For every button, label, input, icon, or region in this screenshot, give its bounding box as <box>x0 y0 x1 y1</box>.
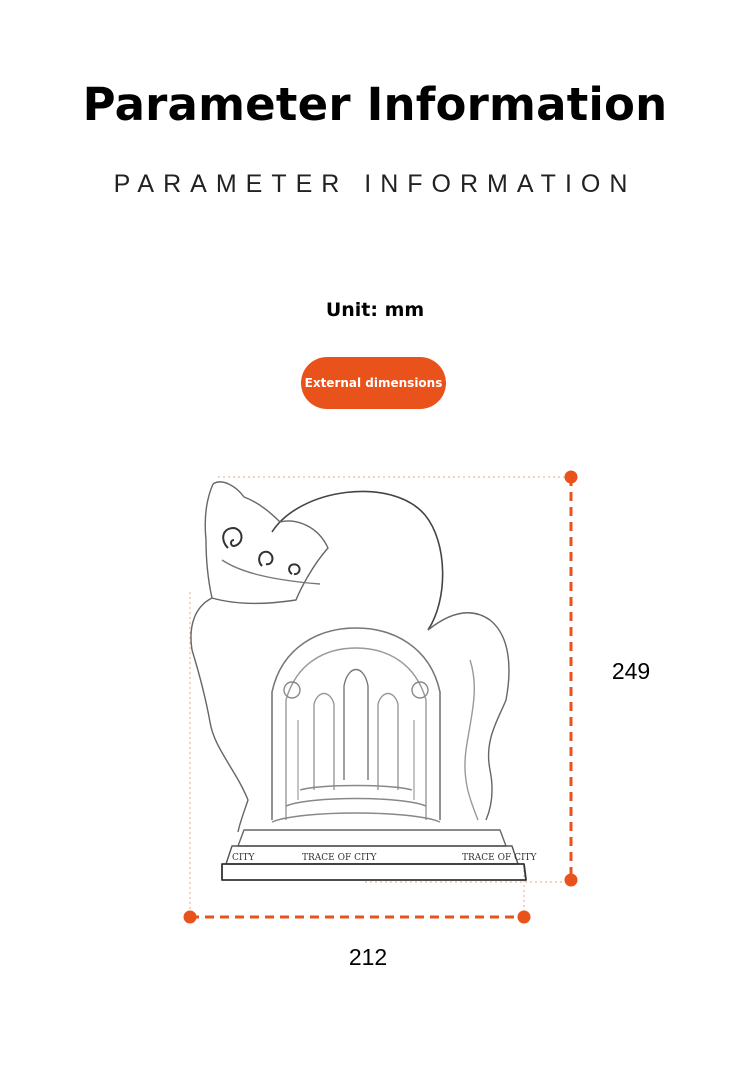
base-text-center: TRACE OF CITY <box>302 853 377 863</box>
base-text-left: CITY <box>232 853 255 863</box>
height-dimension-line <box>565 471 578 887</box>
base-text-right: TRACE OF CITY <box>462 853 537 863</box>
page-subtitle: PARAMETER INFORMATION <box>113 170 637 198</box>
unit-label: Unit: mm <box>325 299 425 321</box>
page-title: Parameter Information <box>82 78 668 131</box>
width-left-marker <box>184 911 197 924</box>
width-right-marker <box>518 911 531 924</box>
product-illustration <box>191 482 526 880</box>
height-value: 249 <box>611 658 651 684</box>
external-dimensions-label: External dimensions <box>304 376 443 390</box>
width-dimension-line <box>184 911 531 924</box>
height-bottom-marker <box>565 874 578 887</box>
height-top-marker <box>565 471 578 484</box>
base-engraving <box>232 853 538 863</box>
width-value: 212 <box>348 944 388 970</box>
